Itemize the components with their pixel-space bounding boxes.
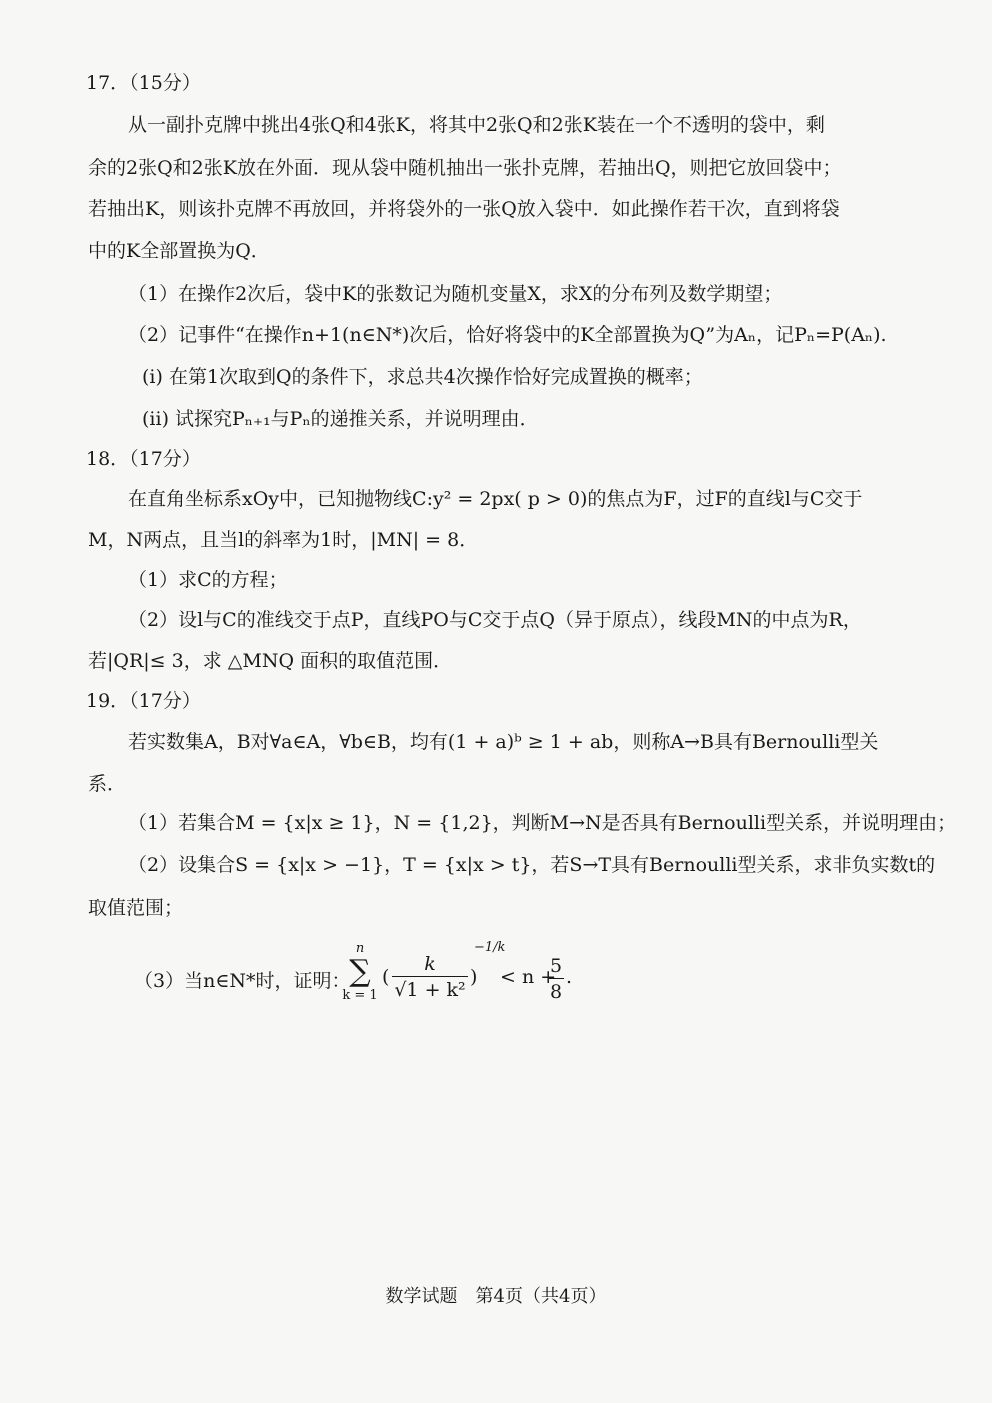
open-paren: ( — [382, 966, 390, 988]
q17-heading: 17．（15分） — [86, 72, 201, 94]
q19-text-line-2: 系． — [88, 773, 127, 795]
q17-text-line-1: 从一副扑克牌中挑出4张Q和4张K，将其中2张Q和2张K装在一个不透明的袋中，剩 — [128, 114, 825, 136]
q18-part-2-line-1: （2）设l与C的准线交于点P，直线PO与C交于点Q（异于原点），线段MN的中点为R， — [128, 609, 862, 631]
q19-part-2-line-2: 取值范围； — [88, 897, 184, 919]
q17-part-2-i: (i) 在第1次取到Q的条件下，求总共4次操作恰好完成置换的概率； — [142, 366, 703, 388]
q17-text-line-2: 余的2张Q和2张K放在外面．现从袋中随机抽出一张扑克牌，若抽出Q，则把它放回袋中； — [88, 157, 842, 179]
q18-part-1: （1）求C的方程； — [128, 569, 288, 591]
fraction-numerator: k — [424, 953, 436, 975]
fraction-denominator: √1 + k² — [394, 979, 466, 1001]
q17-text-line-3: 若抽出K，则该扑克牌不再放回，并将袋外的一张Q放入袋中．如此操作若干次，直到将袋 — [88, 198, 840, 220]
q19-heading: 19．（17分） — [86, 690, 201, 712]
summation — [340, 942, 380, 1004]
rhs-denominator: 8 — [549, 981, 563, 1003]
period: . — [566, 966, 573, 988]
fraction-5-8 — [548, 954, 564, 1005]
sigma-symbol: ∑ — [349, 954, 371, 989]
exponent: −1/k — [474, 940, 506, 955]
fraction-k — [392, 952, 468, 1003]
q18-heading: 18．（17分） — [86, 448, 201, 470]
q19-part-2-line-1: （2）设集合S = {x|x > −1}，T = {x|x > t}，若S→T具有Bernoulli型关系，求非负实数t的 — [128, 854, 936, 876]
q18-text-line-1: 在直角坐标系xOy中，已知抛物线C:y² = 2px( p > 0)的焦点为F，过F的直线l与C交于 — [128, 488, 863, 510]
q19-part-3-label: （3）当n∈N*时，证明： — [134, 970, 351, 992]
sum-upper-limit: n — [355, 941, 365, 956]
q19-text-line-1: 若实数集A，B对∀a∈A，∀b∈B，均有(1 + a)ᵇ ≥ 1 + ab，则称A→B具有Bernoulli型关 — [128, 731, 879, 753]
q19-part-1: （1）若集合M = {x|x ≥ 1}，N = {1,2}，判断M→N是否具有Bernoulli型关系，并说明理由； — [128, 812, 957, 834]
page-footer: 数学试题 第4页（共4页） — [385, 1286, 607, 1307]
rhs-numerator: 5 — [549, 955, 563, 977]
sum-lower-limit: k = 1 — [342, 988, 378, 1003]
q17-part-2-ii: (ii) 试探究Pₙ₊₁与Pₙ的递推关系，并说明理由． — [142, 408, 539, 430]
q18-text-line-2: M，N两点，且当l的斜率为1时，|MN| = 8． — [88, 529, 479, 551]
q17-part-2: （2）记事件“在操作n+1(n∈N*)次后，恰好将袋中的K全部置换为Q”为Aₙ，记Pₙ=P(Aₙ). — [128, 324, 887, 346]
rhs-text: < n + — [500, 966, 557, 988]
q17-part-1: （1）在操作2次后，袋中K的张数记为随机变量X，求X的分布列及数学期望； — [128, 283, 783, 305]
q18-part-2-line-2: 若|QR|≤ 3，求 △MNQ 面积的取值范围． — [88, 650, 453, 672]
q17-text-line-4: 中的K全部置换为Q． — [88, 240, 270, 262]
close-paren: ) — [470, 966, 478, 988]
